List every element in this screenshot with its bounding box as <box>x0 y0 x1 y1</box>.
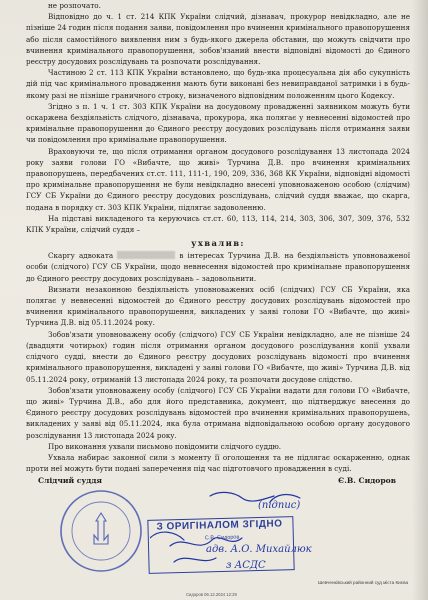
paragraph-reasoning: Враховуючи те, що після отримання органом досудового розслідування 13 листопада 2024 року заяви голови ГО «Вибачте, що живі» Турчина Д.В. про вчинення кримінальних правопорушень, передбачених ст.ст. 111, 111-1, 190, 209, 336, 368 КК України, відповідні відомості про кримінальне правопорушення не були невідкладно внесені уповноваженою особою (слідчим) ГСУ СБ України до Єдиного реєстру досудових розслідувань, слідчий суддя вважає, що скарга, подана в порядку ст. 303 КПК України, підлягає задоволенню. <box>26 146 410 212</box>
paragraph-oblige-register: Зобов'язати уповноважену особу (слідчого) ГСУ СБ України невідкладно, але не пізніше 24 (двадцяти чотирьох) годин після отримання органом досудового розслідування копії ухвали слідчого судді, внести до Єдиного реєстру досудових розслідувань відомості про вчинення кримінального правопорушення, викладені у заяві голови ГО «Вибачте, що живі» Турчина Д.В. від 05.11.2024 року, отриманій 13 листопада 2024 року, та розпочати досудове слідство. <box>26 329 410 384</box>
handwritten-line1: (підпис) <box>258 500 301 511</box>
resolution-heading: ухвалив: <box>191 238 245 249</box>
document-body <box>26 0 410 474</box>
paragraph-legal-basis: На підставі викладеного та керуючись ст.ст. 60, 113, 114, 214, 303, 306, 307, 309, 376, 532 КПК України, слідчий суддя – <box>26 213 410 235</box>
paragraph-art113: Частиною 2 ст. 113 КПК України встановлено, що будь-яка процесуальна дія або сукупність дій під час кримінального провадження мають бути виконані без невиправданої затримки і в будь-якому разі не пізніше граничного строку, визначеного відповідним положенням цього Кодексу. <box>26 68 410 100</box>
handwritten-line3: з АСДС <box>226 560 266 570</box>
redacted-name <box>117 251 175 259</box>
paragraph-oblige-document: Зобов'язати уповноважену особу (слідчого) ГСУ СБ України надати для голови ГО «Вибачте, що живі» Турчина Д.В., або для його представника, документ, що підтверджує внесення до Єдиного реєстру досудових розслідувань відомостей про вчинення кримінальних правопорушень, викладених у заяві від 05.11.2024, яка була отримана відповідальною особою органу досудового розслідування 13 листопада 2024 року. <box>26 385 410 440</box>
complaint-text-before: Скаргу адвоката <box>48 251 114 261</box>
handwritten-line2: адв. А.О. Михайлюк <box>206 544 312 555</box>
paragraph-effect: Ухвала набирає законної сили з моменту її оголошення та не підлягає оскарженню, однак проти неї можуть бути подані заперечення під час підготовчого провадження в суді. <box>26 452 410 474</box>
stamp-sub-text: С.В. Сидоров <box>204 534 240 542</box>
footer-timestamp: Сидоров 06.12.2024 12:29 <box>186 592 237 597</box>
judge-name: Є.В. Сидоров <box>338 476 396 485</box>
stamp-main-text: З ОРИГІНАЛОМ ЗГІДНО <box>156 518 283 533</box>
paragraph-notify: Про виконання ухвали письмово повідомити слідчого суддю. <box>48 441 282 451</box>
top-line: не розпочато. <box>48 1 101 10</box>
judge-label: Слідчий суддя <box>38 476 103 485</box>
paragraph-art303: Згідно з п. 1 ч. 1 ст. 303 КПК України на досудовому провадженні заявником можуть бути оскаржена бездіяльність слідчого, дізнавача, прокурора, яка полягає у невнесенні відомостей про кримінальне правопорушення до Єдиного реєстру досудових розслідувань після отримання заяви чи повідомлення про кримінальне правопорушення. <box>26 101 410 145</box>
paragraph-declare-unlawful: Визнати незаконною бездіяльність уповноважених осіб (слідчих) ГСУ СБ України, яка полягає у невнесенні відомостей до Єдиного реєстру досудових розслідувань відомостей про вчинення кримінального правопорушення, викладених у заяві голови ГО «Вибачте, що живі» Турчина Д.В. від 05.11.2024 року. <box>26 284 410 328</box>
copy-certified-stamp <box>147 516 294 574</box>
complaint-text-after: в інтересах Турчина Д.В. на бездіяльність уповноваженої особи (слідчого) ГСУ СБ України, щодо невнесення відомостей про кримінальне правопорушення до Єдиного реєстру досудових розслідувань – задовольнити. <box>26 251 410 283</box>
court-seal <box>58 488 144 574</box>
footer-court-name: Шевченківський районний суд міста Києва <box>318 580 409 585</box>
paragraph-art214: Відповідно до ч. 1 ст. 214 КПК України слідчий, дізнавач, прокурор невідкладно, але не пізніше 24 годин після подання заяви, повідомлення про вчинення кримінального правопорушення або після самостійного виявлення ним з будь-якого джерела обставин, що можуть свідчити про вчинення кримінального правопорушення, зобов'язаний внести відповідні відомості до Єдиного реєстру досудових розслідувань та розпочати розслідування. <box>26 12 410 67</box>
paragraph-complaint-granted <box>26 250 410 284</box>
